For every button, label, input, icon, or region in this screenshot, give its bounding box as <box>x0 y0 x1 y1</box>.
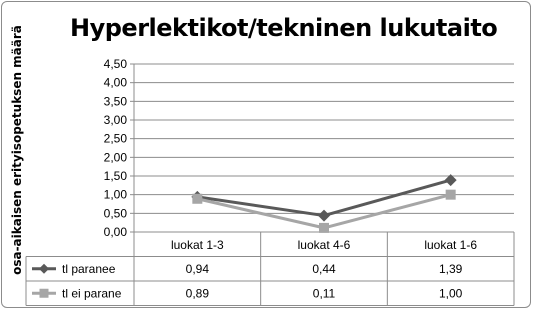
data-point-square <box>319 223 329 233</box>
chart-title: Hyperlektikot/tekninen lukutaito <box>70 14 498 42</box>
plot-area <box>134 64 514 232</box>
table-cell-value: 1,39 <box>438 261 463 276</box>
y-tick-label: 3,50 <box>103 94 127 109</box>
y-tick-label: 3,00 <box>103 113 127 127</box>
y-tick-label: 2,50 <box>103 131 127 146</box>
y-tick-label: 0,50 <box>103 206 127 221</box>
table-cell-value: 0,89 <box>185 286 210 301</box>
legend-label: tl paranee <box>62 261 116 276</box>
y-tick-label: 1,50 <box>103 169 127 183</box>
data-point-square <box>192 194 202 204</box>
x-tick-label: luokat 1-6 <box>424 238 478 252</box>
legend-marker-diamond <box>39 264 49 274</box>
legend-label: tl ei parane <box>62 286 122 301</box>
y-tick-label: 0,00 <box>103 225 127 239</box>
y-tick-label: 1,00 <box>103 187 127 202</box>
table-cell-value: 0,11 <box>312 286 336 301</box>
y-axis-label: osa-aikaisen erityisopetuksen määrä <box>10 25 24 275</box>
y-tick-label: 4,00 <box>103 75 127 90</box>
legend-marker-square <box>40 289 49 298</box>
y-tick-label: 2,00 <box>103 150 127 165</box>
x-tick-label: luokat 4-6 <box>297 238 351 252</box>
table-cell-value: 1,00 <box>438 286 463 301</box>
x-tick-label: luokat 1-3 <box>170 238 224 252</box>
y-tick-label: 4,50 <box>103 57 127 71</box>
data-point-square <box>446 190 456 200</box>
table-cell-value: 0,44 <box>312 261 336 276</box>
table-cell-value: 0,94 <box>185 261 210 276</box>
